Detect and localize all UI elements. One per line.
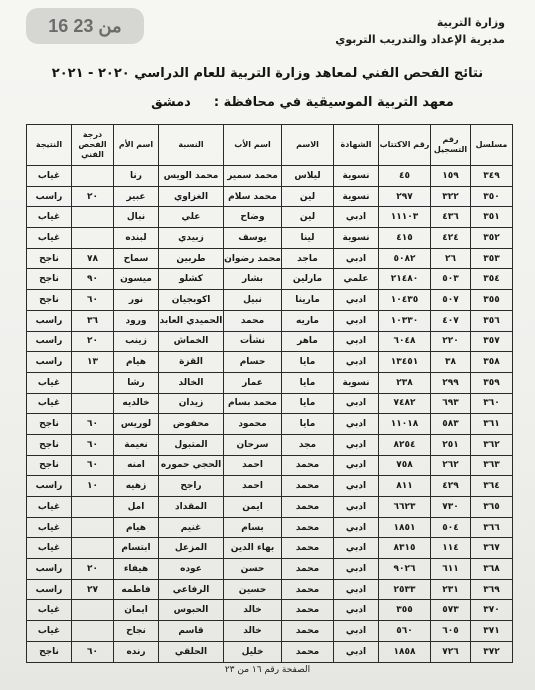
cell-exam-grade bbox=[72, 497, 114, 518]
cell-serial: ٣٥١ bbox=[471, 207, 513, 228]
cell-certificate: ادبي bbox=[334, 393, 379, 414]
column-header-mother-name: اسم الأم bbox=[114, 125, 159, 166]
cell-serial: ٣٦٠ bbox=[471, 393, 513, 414]
cell-registration-no: ٥٠٣ bbox=[431, 269, 471, 290]
cell-name: محمد bbox=[282, 600, 334, 621]
cell-name: محمد bbox=[282, 579, 334, 600]
cell-registration-no: ٥٠٤ bbox=[431, 517, 471, 538]
cell-exam-grade bbox=[72, 228, 114, 249]
cell-mother-name: امنه bbox=[114, 455, 159, 476]
cell-name: ماجد bbox=[282, 248, 334, 269]
cell-surname: زبيدي bbox=[159, 228, 224, 249]
cell-mother-name: رنده bbox=[114, 641, 159, 662]
cell-father-name: نشأت bbox=[224, 331, 282, 352]
cell-name: مايا bbox=[282, 393, 334, 414]
column-header-subscription-no: رقم الاكتتاب bbox=[379, 125, 431, 166]
cell-subscription-no: ٢٥٣٣ bbox=[379, 579, 431, 600]
cell-result: ناجح bbox=[27, 290, 72, 311]
cell-certificate: ادبي bbox=[334, 434, 379, 455]
cell-exam-grade bbox=[72, 517, 114, 538]
ministry-header bbox=[335, 14, 505, 48]
cell-subscription-no: ٦٠٤٨ bbox=[379, 331, 431, 352]
cell-certificate: نسوية bbox=[334, 372, 379, 393]
cell-surname: الغزاوي bbox=[159, 186, 224, 207]
cell-exam-grade bbox=[72, 600, 114, 621]
institute-label: معهد التربية الموسيقية في محافظة : bbox=[213, 95, 454, 110]
table-row bbox=[27, 290, 513, 311]
cell-name: لينا bbox=[282, 228, 334, 249]
cell-certificate: ادبي bbox=[334, 517, 379, 538]
cell-certificate: ادبي bbox=[334, 310, 379, 331]
cell-result: ناجح bbox=[27, 455, 72, 476]
cell-subscription-no: ٧٥٨ bbox=[379, 455, 431, 476]
cell-father-name: ايمن bbox=[224, 497, 282, 518]
table-row bbox=[27, 497, 513, 518]
cell-surname: اكوبجيان bbox=[159, 290, 224, 311]
cell-father-name: بهاء الدين bbox=[224, 538, 282, 559]
cell-serial: ٣٦٥ bbox=[471, 497, 513, 518]
cell-father-name: احمد bbox=[224, 455, 282, 476]
cell-father-name: بسام bbox=[224, 517, 282, 538]
cell-certificate: ادبي bbox=[334, 497, 379, 518]
results-table bbox=[26, 124, 513, 663]
cell-certificate: ادبي bbox=[334, 600, 379, 621]
page-counter-badge: 16 من 23 bbox=[26, 8, 144, 44]
cell-subscription-no: ٢٣٨ bbox=[379, 372, 431, 393]
cell-mother-name: ميسون bbox=[114, 269, 159, 290]
ministry-name: وزارة التربية bbox=[436, 16, 505, 29]
cell-surname: المقداد bbox=[159, 497, 224, 518]
cell-surname: الحبوس bbox=[159, 600, 224, 621]
column-header-father-name: اسم الأب bbox=[224, 125, 282, 166]
cell-surname: كشلو bbox=[159, 269, 224, 290]
cell-subscription-no: ١٣٤٥١ bbox=[379, 352, 431, 373]
cell-serial: ٣٥٥ bbox=[471, 290, 513, 311]
cell-mother-name: لبنده bbox=[114, 228, 159, 249]
cell-subscription-no: ١١١٠٣ bbox=[379, 207, 431, 228]
cell-certificate: ادبي bbox=[334, 352, 379, 373]
cell-result: غياب bbox=[27, 207, 72, 228]
cell-mother-name: زهيه bbox=[114, 476, 159, 497]
cell-subscription-no: ٢١٤٨٠ bbox=[379, 269, 431, 290]
cell-father-name: خليل bbox=[224, 641, 282, 662]
cell-surname: راجح bbox=[159, 476, 224, 497]
cell-name: محمد bbox=[282, 559, 334, 580]
cell-surname: علي bbox=[159, 207, 224, 228]
cell-result: غياب bbox=[27, 497, 72, 518]
cell-serial: ٣٦٣ bbox=[471, 455, 513, 476]
directorate-name: مديرية الإعداد والتدريب التربوي bbox=[335, 33, 505, 46]
table-row bbox=[27, 352, 513, 373]
cell-father-name: بشار bbox=[224, 269, 282, 290]
cell-serial: ٣٥٣ bbox=[471, 248, 513, 269]
cell-certificate: نسوية bbox=[334, 166, 379, 187]
cell-father-name: محمد سلام bbox=[224, 186, 282, 207]
cell-father-name: خالد bbox=[224, 621, 282, 642]
cell-subscription-no: ١٠٣٣٠ bbox=[379, 310, 431, 331]
cell-name: مارينا bbox=[282, 290, 334, 311]
cell-registration-no: ٢٦٢ bbox=[431, 455, 471, 476]
cell-result: ناجح bbox=[27, 434, 72, 455]
cell-serial: ٣٥٤ bbox=[471, 269, 513, 290]
document-title: نتائج الفحص الفني لمعاهد وزارة التربية للعام الدراسي ٢٠٢٠ - ٢٠٢١ bbox=[51, 66, 484, 81]
cell-registration-no: ١١٤ bbox=[431, 538, 471, 559]
cell-name: محمد bbox=[282, 497, 334, 518]
cell-father-name: وضاح bbox=[224, 207, 282, 228]
table-row bbox=[27, 579, 513, 600]
cell-mother-name: هيفاء bbox=[114, 559, 159, 580]
cell-name: محمد bbox=[282, 476, 334, 497]
cell-result: راسب bbox=[27, 579, 72, 600]
table-row bbox=[27, 372, 513, 393]
cell-subscription-no: ٥٦٠ bbox=[379, 621, 431, 642]
cell-certificate: ادبي bbox=[334, 207, 379, 228]
cell-serial: ٣٥٨ bbox=[471, 352, 513, 373]
cell-name: مايا bbox=[282, 352, 334, 373]
table-body bbox=[27, 166, 513, 663]
cell-result: ناجح bbox=[27, 248, 72, 269]
cell-father-name: محمد bbox=[224, 310, 282, 331]
cell-certificate: ادبي bbox=[334, 331, 379, 352]
table-row bbox=[27, 186, 513, 207]
cell-surname: عوده bbox=[159, 559, 224, 580]
cell-subscription-no: ٧٤٨٢ bbox=[379, 393, 431, 414]
cell-serial: ٣٥٧ bbox=[471, 331, 513, 352]
cell-subscription-no: ٨١١ bbox=[379, 476, 431, 497]
cell-result: غياب bbox=[27, 393, 72, 414]
cell-father-name: عمار bbox=[224, 372, 282, 393]
cell-result: غياب bbox=[27, 600, 72, 621]
cell-certificate: ادبي bbox=[334, 641, 379, 662]
cell-serial: ٣٦٢ bbox=[471, 434, 513, 455]
table-row bbox=[27, 434, 513, 455]
cell-name: محمد bbox=[282, 641, 334, 662]
cell-father-name: احمد bbox=[224, 476, 282, 497]
cell-exam-grade: ١٣ bbox=[72, 352, 114, 373]
cell-mother-name: لوريس bbox=[114, 414, 159, 435]
table-row bbox=[27, 476, 513, 497]
cell-father-name: سرحان bbox=[224, 434, 282, 455]
cell-registration-no: ٦١١ bbox=[431, 559, 471, 580]
cell-registration-no: ٢٦ bbox=[431, 248, 471, 269]
cell-surname: محفوض bbox=[159, 414, 224, 435]
cell-registration-no: ٥٧٣ bbox=[431, 600, 471, 621]
column-header-surname: النسبة bbox=[159, 125, 224, 166]
cell-surname: الحميدي العابد bbox=[159, 310, 224, 331]
cell-mother-name: نجاح bbox=[114, 621, 159, 642]
cell-exam-grade: ٦٠ bbox=[72, 290, 114, 311]
cell-subscription-no: ٤٥ bbox=[379, 166, 431, 187]
cell-result: غياب bbox=[27, 166, 72, 187]
table-row bbox=[27, 269, 513, 290]
table-row bbox=[27, 248, 513, 269]
cell-serial: ٣٧١ bbox=[471, 621, 513, 642]
cell-father-name: محمد بسام bbox=[224, 393, 282, 414]
cell-exam-grade bbox=[72, 372, 114, 393]
cell-serial: ٣٦٨ bbox=[471, 559, 513, 580]
cell-registration-no: ٢٣١ bbox=[431, 579, 471, 600]
cell-exam-grade: ٣٦ bbox=[72, 310, 114, 331]
cell-serial: ٣٦٦ bbox=[471, 517, 513, 538]
cell-mother-name: زينب bbox=[114, 331, 159, 352]
table-row bbox=[27, 207, 513, 228]
cell-certificate: ادبي bbox=[334, 414, 379, 435]
cell-exam-grade bbox=[72, 621, 114, 642]
cell-result: راسب bbox=[27, 310, 72, 331]
column-header-exam-grade: درجة الفحص الفني bbox=[72, 125, 114, 166]
cell-exam-grade: ٢٧ bbox=[72, 579, 114, 600]
cell-serial: ٣٤٩ bbox=[471, 166, 513, 187]
cell-registration-no: ٤٢٩ bbox=[431, 476, 471, 497]
cell-surname: غنيم bbox=[159, 517, 224, 538]
cell-certificate: ادبي bbox=[334, 579, 379, 600]
column-header-name: الاسم bbox=[282, 125, 334, 166]
cell-exam-grade bbox=[72, 166, 114, 187]
cell-registration-no: ٤٠٧ bbox=[431, 310, 471, 331]
cell-name: ماهر bbox=[282, 331, 334, 352]
cell-result: غياب bbox=[27, 228, 72, 249]
cell-subscription-no: ٣٥٥ bbox=[379, 600, 431, 621]
cell-surname: محمد الويس bbox=[159, 166, 224, 187]
cell-subscription-no: ٤١٥ bbox=[379, 228, 431, 249]
cell-registration-no: ٤٣٦ bbox=[431, 207, 471, 228]
cell-surname: الخالد bbox=[159, 372, 224, 393]
cell-surname: زيدان bbox=[159, 393, 224, 414]
cell-subscription-no: ١٨٥١ bbox=[379, 517, 431, 538]
cell-mother-name: امل bbox=[114, 497, 159, 518]
table-row bbox=[27, 393, 513, 414]
table-row bbox=[27, 228, 513, 249]
cell-serial: ٣٦١ bbox=[471, 414, 513, 435]
table-row bbox=[27, 538, 513, 559]
table-row bbox=[27, 600, 513, 621]
cell-surname: الحجي حموره bbox=[159, 455, 224, 476]
cell-exam-grade: ٢٠ bbox=[72, 186, 114, 207]
cell-name: محمد bbox=[282, 455, 334, 476]
cell-subscription-no: ٩٠٢٦ bbox=[379, 559, 431, 580]
cell-subscription-no: ٨٢٥٤ bbox=[379, 434, 431, 455]
cell-registration-no: ٢٢٠ bbox=[431, 331, 471, 352]
cell-certificate: ادبي bbox=[334, 248, 379, 269]
cell-name: مايا bbox=[282, 372, 334, 393]
table-row bbox=[27, 455, 513, 476]
cell-name: مجد bbox=[282, 434, 334, 455]
cell-mother-name: هيام bbox=[114, 517, 159, 538]
page-footer: الصفحة رقم ١٦ من ٢٣ bbox=[224, 665, 311, 675]
cell-serial: ٣٦٩ bbox=[471, 579, 513, 600]
cell-mother-name: رنا bbox=[114, 166, 159, 187]
cell-mother-name: عبير bbox=[114, 186, 159, 207]
cell-father-name: يوسف bbox=[224, 228, 282, 249]
table-row bbox=[27, 166, 513, 187]
table-row bbox=[27, 641, 513, 662]
cell-registration-no: ٤٢٤ bbox=[431, 228, 471, 249]
cell-name: محمد bbox=[282, 538, 334, 559]
cell-subscription-no: ٨٣١٥ bbox=[379, 538, 431, 559]
cell-certificate: ادبي bbox=[334, 476, 379, 497]
cell-mother-name: ورود bbox=[114, 310, 159, 331]
table-row bbox=[27, 414, 513, 435]
cell-serial: ٣٦٧ bbox=[471, 538, 513, 559]
cell-surname: قاسم bbox=[159, 621, 224, 642]
cell-serial: ٣٦٤ bbox=[471, 476, 513, 497]
cell-exam-grade: ١٠ bbox=[72, 476, 114, 497]
cell-mother-name: ابتسام bbox=[114, 538, 159, 559]
cell-name: لين bbox=[282, 207, 334, 228]
cell-registration-no: ٧٣٠ bbox=[431, 497, 471, 518]
table-row bbox=[27, 331, 513, 352]
cell-certificate: ادبي bbox=[334, 559, 379, 580]
table-row bbox=[27, 621, 513, 642]
cell-mother-name: نعيمة bbox=[114, 434, 159, 455]
cell-surname: المزعل bbox=[159, 538, 224, 559]
cell-father-name: نبيل bbox=[224, 290, 282, 311]
cell-result: راسب bbox=[27, 331, 72, 352]
cell-result: غياب bbox=[27, 538, 72, 559]
cell-registration-no: ٢٥١ bbox=[431, 434, 471, 455]
cell-name: محمد bbox=[282, 621, 334, 642]
cell-registration-no: ٣٨ bbox=[431, 352, 471, 373]
cell-result: راسب bbox=[27, 476, 72, 497]
cell-subscription-no: ٥٠٨٢ bbox=[379, 248, 431, 269]
cell-name: لين bbox=[282, 186, 334, 207]
cell-surname: الخماش bbox=[159, 331, 224, 352]
cell-mother-name: هيام bbox=[114, 352, 159, 373]
cell-result: راسب bbox=[27, 186, 72, 207]
cell-registration-no: ٦٠٥ bbox=[431, 621, 471, 642]
table-header-row bbox=[27, 125, 513, 166]
cell-result: راسب bbox=[27, 352, 72, 373]
cell-registration-no: ٧٢٦ bbox=[431, 641, 471, 662]
cell-registration-no: ٥٨٣ bbox=[431, 414, 471, 435]
cell-certificate: نسوية bbox=[334, 186, 379, 207]
cell-certificate: ادبي bbox=[334, 455, 379, 476]
governorate-name: دمشق bbox=[151, 95, 191, 110]
cell-subscription-no: ١١٠١٨ bbox=[379, 414, 431, 435]
cell-exam-grade: ٢٠ bbox=[72, 559, 114, 580]
cell-mother-name: خالديه bbox=[114, 393, 159, 414]
cell-surname: الرفاعي bbox=[159, 579, 224, 600]
cell-serial: ٣٧٠ bbox=[471, 600, 513, 621]
cell-father-name: محمود bbox=[224, 414, 282, 435]
cell-surname: المتبول bbox=[159, 434, 224, 455]
cell-subscription-no: ١٠٤٣٥ bbox=[379, 290, 431, 311]
cell-mother-name: نبال bbox=[114, 207, 159, 228]
cell-serial: ٣٥٢ bbox=[471, 228, 513, 249]
cell-certificate: نسوية bbox=[334, 228, 379, 249]
cell-name: ليلاس bbox=[282, 166, 334, 187]
column-header-result: النتيجة bbox=[27, 125, 72, 166]
cell-registration-no: ٦٩٣ bbox=[431, 393, 471, 414]
cell-serial: ٣٥٩ bbox=[471, 372, 513, 393]
cell-father-name: حسين bbox=[224, 579, 282, 600]
cell-subscription-no: ١٨٥٨ bbox=[379, 641, 431, 662]
cell-name: مارلين bbox=[282, 269, 334, 290]
cell-serial: ٣٥٦ bbox=[471, 310, 513, 331]
cell-registration-no: ٣٢٢ bbox=[431, 186, 471, 207]
cell-result: غياب bbox=[27, 517, 72, 538]
cell-exam-grade: ٦٠ bbox=[72, 455, 114, 476]
cell-exam-grade: ٩٠ bbox=[72, 269, 114, 290]
cell-exam-grade bbox=[72, 207, 114, 228]
cell-name: ماريه bbox=[282, 310, 334, 331]
cell-father-name: حسام bbox=[224, 352, 282, 373]
cell-mother-name: ايمان bbox=[114, 600, 159, 621]
cell-subscription-no: ٢٩٧ bbox=[379, 186, 431, 207]
column-header-registration-no: رقم التسجيل bbox=[431, 125, 471, 166]
table-row bbox=[27, 559, 513, 580]
cell-exam-grade: ٦٠ bbox=[72, 414, 114, 435]
cell-registration-no: ١٥٩ bbox=[431, 166, 471, 187]
cell-registration-no: ٢٩٩ bbox=[431, 372, 471, 393]
cell-mother-name: فاطمه bbox=[114, 579, 159, 600]
institute-line bbox=[150, 95, 455, 110]
cell-exam-grade bbox=[72, 538, 114, 559]
cell-father-name: حسن bbox=[224, 559, 282, 580]
cell-result: ناجح bbox=[27, 641, 72, 662]
cell-certificate: ادبي bbox=[334, 538, 379, 559]
cell-mother-name: رشا bbox=[114, 372, 159, 393]
cell-certificate: ادبي bbox=[334, 621, 379, 642]
cell-surname: طربين bbox=[159, 248, 224, 269]
cell-result: غياب bbox=[27, 372, 72, 393]
cell-name: مايا bbox=[282, 414, 334, 435]
column-header-certificate: الشهادة bbox=[334, 125, 379, 166]
cell-subscription-no: ٦٦٢٣ bbox=[379, 497, 431, 518]
cell-exam-grade: ٦٠ bbox=[72, 641, 114, 662]
cell-mother-name: نور bbox=[114, 290, 159, 311]
cell-name: محمد bbox=[282, 517, 334, 538]
cell-exam-grade: ٢٠ bbox=[72, 331, 114, 352]
cell-result: غياب bbox=[27, 621, 72, 642]
table-row bbox=[27, 310, 513, 331]
cell-father-name: خالد bbox=[224, 600, 282, 621]
column-header-serial: مسلسل bbox=[471, 125, 513, 166]
cell-surname: الحلقي bbox=[159, 641, 224, 662]
cell-result: راسب bbox=[27, 559, 72, 580]
cell-surname: القزة bbox=[159, 352, 224, 373]
cell-registration-no: ٥٠٧ bbox=[431, 290, 471, 311]
cell-exam-grade: ٦٠ bbox=[72, 434, 114, 455]
cell-exam-grade: ٧٨ bbox=[72, 248, 114, 269]
cell-result: ناجح bbox=[27, 269, 72, 290]
cell-father-name: محمد رضوان bbox=[224, 248, 282, 269]
cell-mother-name: سماح bbox=[114, 248, 159, 269]
cell-serial: ٣٥٠ bbox=[471, 186, 513, 207]
cell-certificate: علمي bbox=[334, 269, 379, 290]
cell-certificate: ادبي bbox=[334, 290, 379, 311]
cell-exam-grade bbox=[72, 393, 114, 414]
cell-serial: ٣٧٢ bbox=[471, 641, 513, 662]
cell-result: ناجح bbox=[27, 414, 72, 435]
table-row bbox=[27, 517, 513, 538]
cell-father-name: محمد سمير bbox=[224, 166, 282, 187]
